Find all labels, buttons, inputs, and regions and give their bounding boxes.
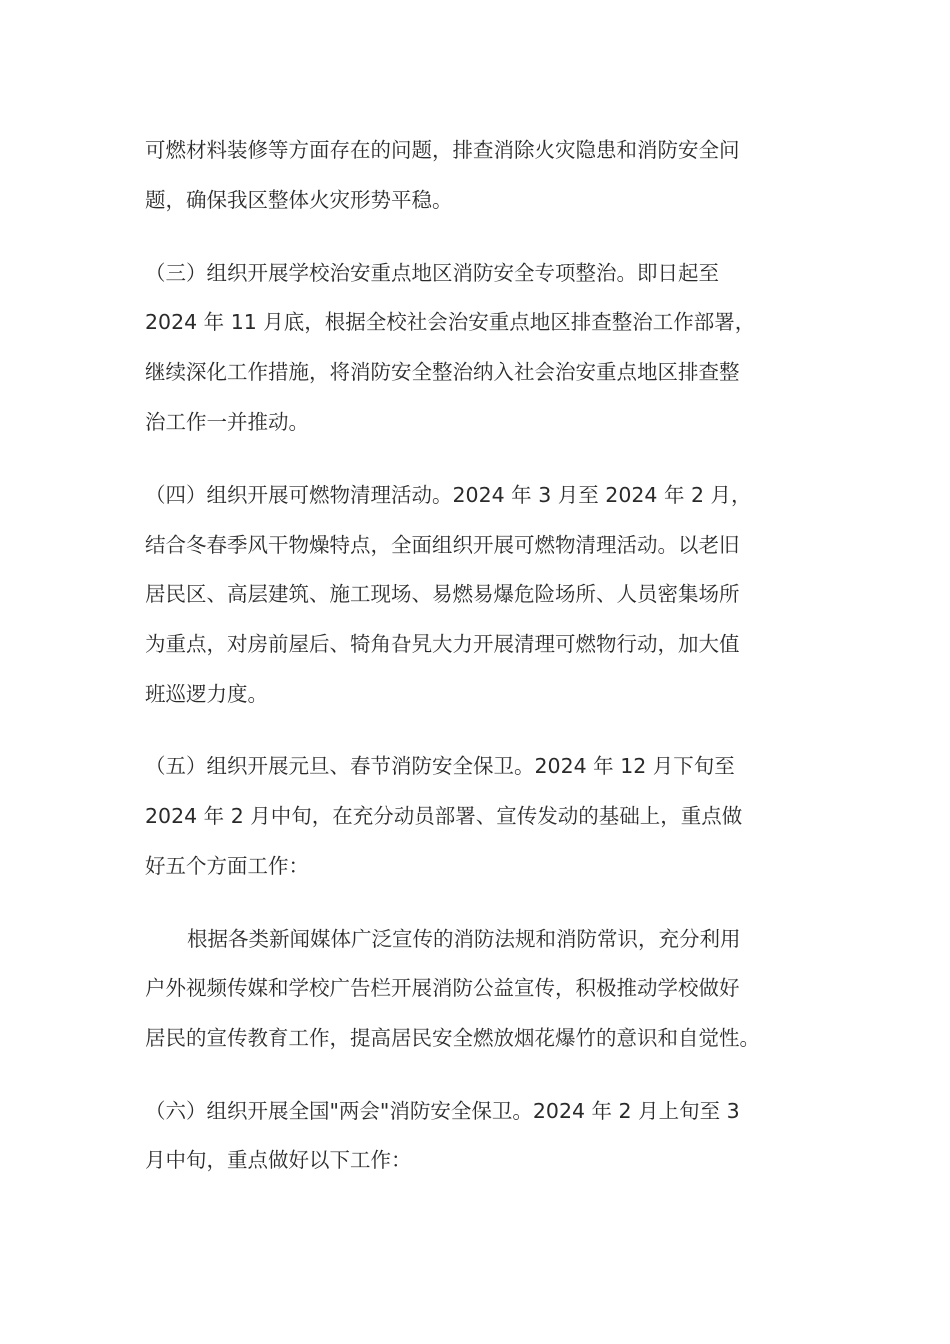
text-line: 2024 年 11 月底，根据全校社会治安重点地区排查整治工作部署， [145,310,756,334]
text-line: 根据各类新闻媒体广泛宣传的消防法规和消防常识，充分利用 [187,927,741,951]
text-line: 2024 年 2 月中旬，在充分动员部署、宣传发动的基础上，重点做 [145,804,743,828]
text-line: 可燃材料装修等方面存在的问题，排查消除火灾隐患和消防安全问 [145,138,740,162]
text-line: 居民的宣传教育工作，提高居民安全燃放烟花爆竹的意识和自觉性。 [145,1026,760,1050]
text-line: 户外视频传媒和学校广告栏开展消防公益宣传，积极推动学校做好 [145,976,740,1000]
text-line: 继续深化工作措施，将消防安全整治纳入社会治安重点地区排查整 [145,360,740,384]
text-line: （三）组织开展学校治安重点地区消防安全专项整治。即日起至 [145,261,719,285]
text-line: 为重点，对房前屋后、犄角旮旯大力开展清理可燃物行动，加大值 [145,632,740,656]
text-line: 班巡逻力度。 [145,682,268,706]
text-line: （四）组织开展可燃物清理活动。2024 年 3 月至 2024 年 2 月， [145,483,752,507]
text-line: 结合冬春季风干物燥特点，全面组织开展可燃物清理活动。以老旧 [145,533,740,557]
text-line: 治工作一并推动。 [145,410,309,434]
text-line: 居民区、高层建筑、施工现场、易燃易爆危险场所、人员密集场所 [145,582,740,606]
text-line: （六）组织开展全国"两会"消防安全保卫。2024 年 2 月上旬至 3 [145,1099,740,1123]
text-line: 好五个方面工作： [145,854,309,878]
text-line: 题，确保我区整体火灾形势平稳。 [145,188,453,212]
text-line: （五）组织开展元旦、春节消防安全保卫。2024 年 12 月下旬至 [145,754,735,778]
text-line: 月中旬，重点做好以下工作： [145,1148,412,1172]
